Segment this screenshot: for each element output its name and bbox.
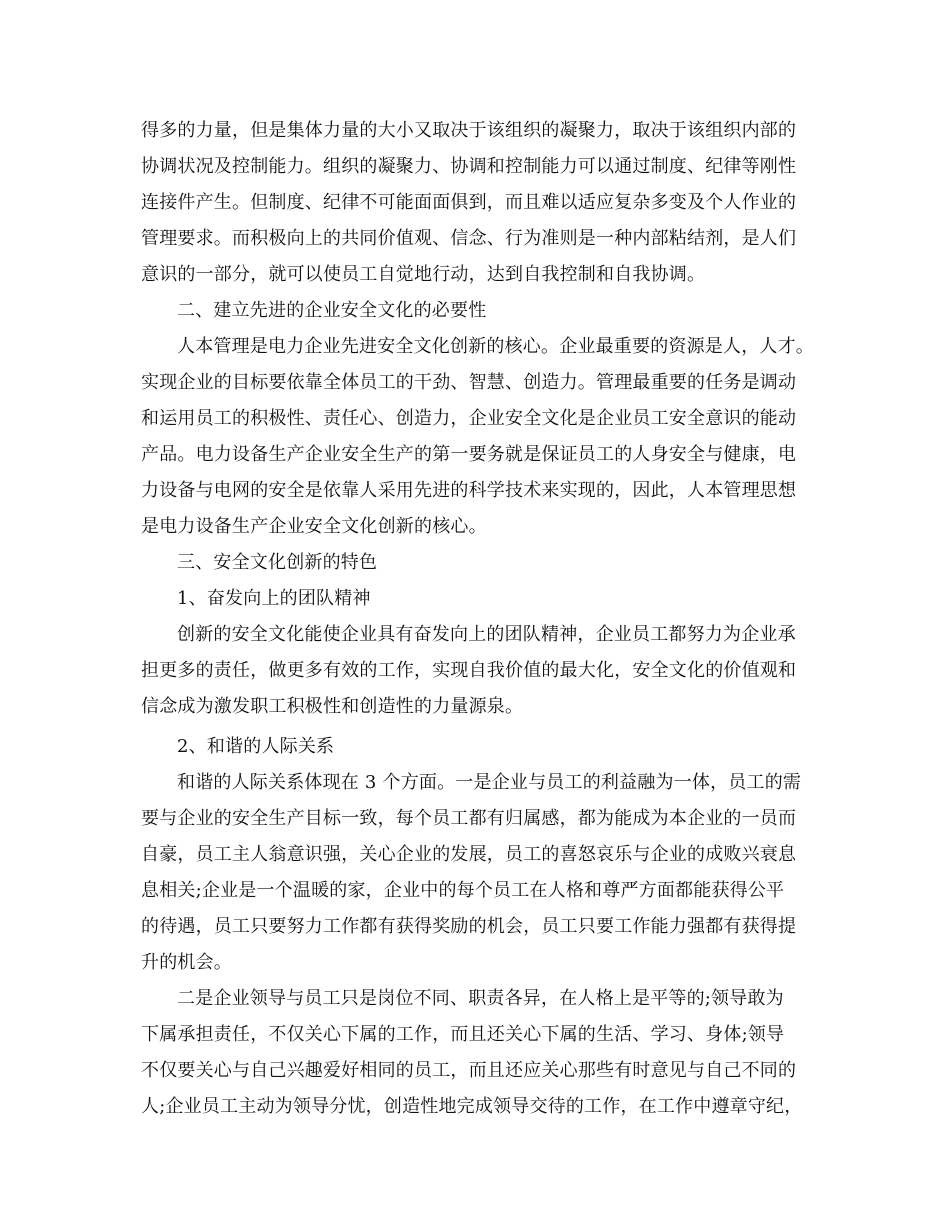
text-line: 力设备与电网的安全是依靠人采用先进的科学技术来实现的，因此，人本管理思想 [141,480,797,501]
text-line: 意识的一部分，就可以使员工自觉地行动，达到自我控制和自我协调。 [141,264,706,285]
text-line: 产品。电力设备生产企业安全生产的第一要务就是保证员工的人身安全与健康，电 [141,444,797,465]
text-line: 创新的安全文化能使企业具有奋发向上的团队精神，企业员工都努力为企业承 [177,624,796,645]
text-line: 连接件产生。但制度、纪律不可能面面俱到，而且难以适应复杂多变及个人作业的 [141,192,797,213]
text-line: 是电力设备生产企业安全文化创新的核心。 [141,516,487,537]
text-line: 管理要求。而积极向上的共同价值观、信念、行为准则是一种内部粘结剂，是人们 [141,228,797,249]
text-line: 不仅要关心与自己兴趣爱好相同的员工，而且还应关心那些有时意见与自己不同的 [141,1060,797,1081]
text-line: 的待遇，员工只要努力工作都有获得奖励的机会，员工只要工作能力强都有获得提 [141,916,797,937]
text-line: 得多的力量，但是集体力量的大小又取决于该组织的凝聚力，取决于该组织内部的 [141,120,797,141]
text-line: 升的机会。 [141,952,232,973]
text-line: 人本管理是电力企业先进安全文化创新的核心。企业最重要的资源是人，人才。 [177,336,814,357]
text-line: 二是企业领导与员工只是岗位不同、职责各异，在人格上是平等的;领导敢为 [177,988,784,1009]
section-heading: 三、安全文化创新的特色 [177,552,378,573]
section-heading: 二、建立先进的企业安全文化的必要性 [177,300,487,321]
text-line: 协调状况及控制能力。组织的凝聚力、协调和控制能力可以通过制度、纪律等刚性 [141,156,797,177]
text-line: 和运用员工的积极性、责任心、创造力，企业安全文化是企业员工安全意识的能动 [141,408,797,429]
text-line: 人;企业员工主动为领导分忧，创造性地完成领导交待的工作，在工作中遵章守纪， [141,1096,803,1117]
text-line: 信念成为激发职工积极性和创造性的力量源泉。 [141,696,524,717]
text-line: 自豪，员工主人翁意识强，关心企业的发展，员工的喜怒哀乐与企业的成败兴衰息 [141,844,797,865]
text-line: 实现企业的目标要依靠全体员工的干劲、智慧、创造力。管理最重要的任务是调动 [141,372,797,393]
text-line: 下属承担责任，不仅关心下属的工作，而且还关心下属的生活、学习、身体;领导 [141,1024,785,1045]
text-line: 要与企业的安全生产目标一致，每个员工都有归属感，都为能成为本企业的一员而 [141,808,797,829]
subsection-heading: 2、和谐的人际关系 [177,736,335,757]
subsection-heading: 1、奋发向上的团队精神 [177,588,371,609]
text-line: 息相关;企业是一个温暖的家，企业中的每个员工在人格和尊严方面都能获得公平 [141,880,785,901]
text-line: 和谐的人际关系体现在 3 个方面。一是企业与员工的利益融为一体，员工的需 [177,772,802,793]
text-line: 担更多的责任，做更多有效的工作，实现自我价值的最大化，安全文化的价值观和 [141,660,797,681]
